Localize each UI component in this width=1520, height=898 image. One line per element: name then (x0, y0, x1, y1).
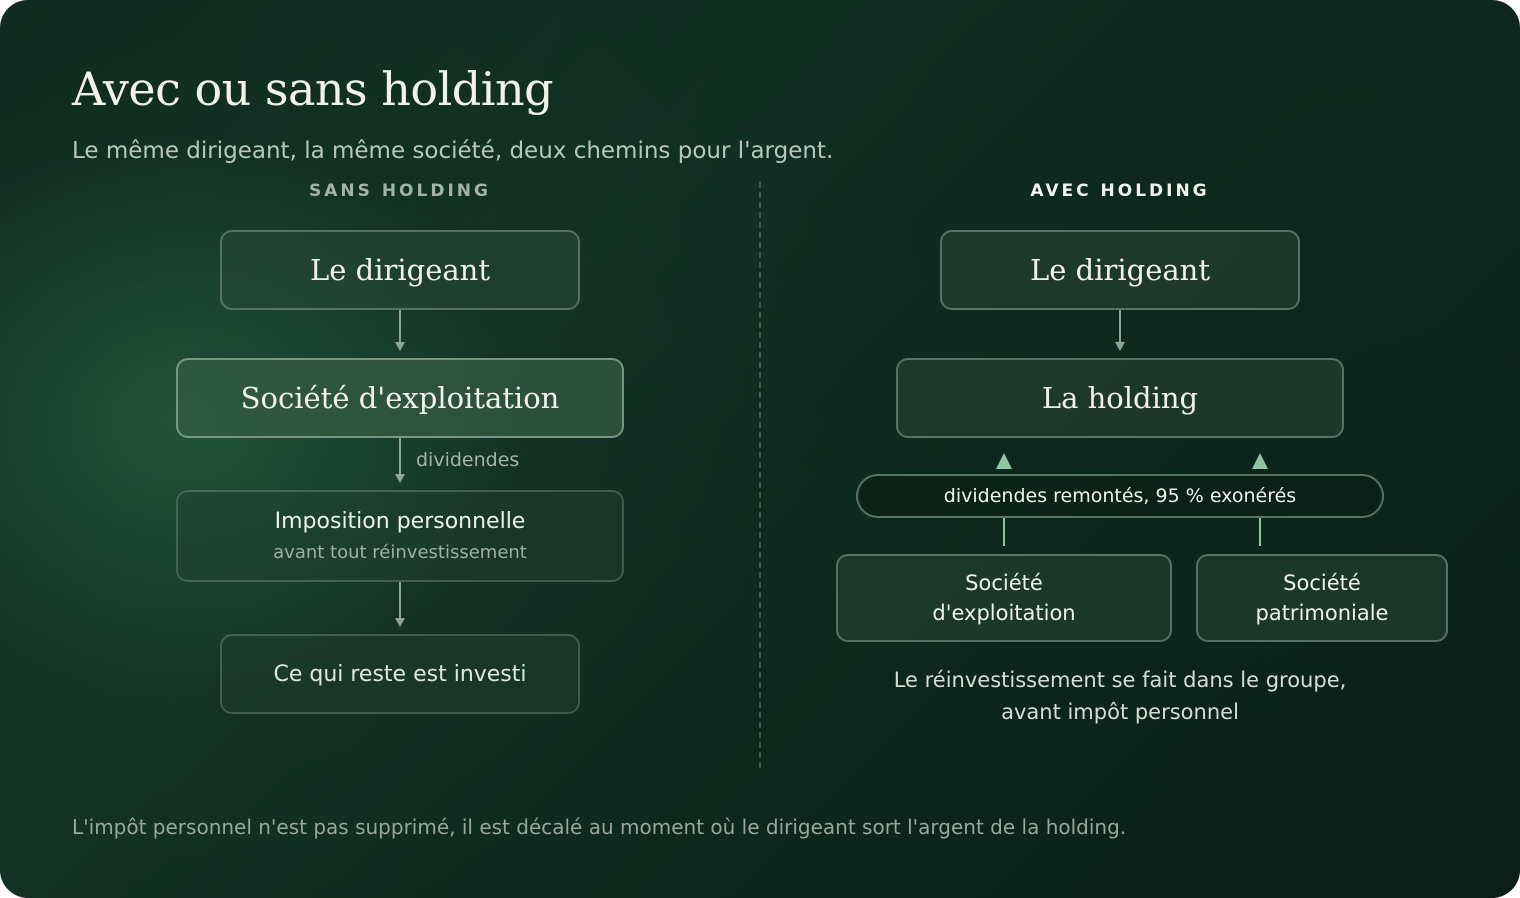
left-arrow-2-head (395, 474, 405, 483)
left-imposition-title: Imposition personnelle (274, 509, 526, 534)
left-arrow-3-head (395, 618, 405, 627)
left-imposition-subtitle: avant tout réinvestissement (273, 542, 527, 563)
right-up-arrow-left-head (996, 453, 1012, 469)
right-societe-exploitation-box (836, 554, 1172, 642)
left-arrow-1-line (399, 310, 401, 346)
right-note-line1: Le réinvestissement se fait dans le groupe, (893, 668, 1347, 692)
dividendes-remontes-pill: dividendes remontés, 95 % exonérés (856, 474, 1384, 518)
right-societe-exploitation-line2: d'exploitation (932, 601, 1076, 625)
right-societe-patrimoniale-line1: Société (1283, 571, 1361, 595)
left-societe-exploitation-label: Société d'exploitation (240, 381, 560, 415)
left-societe-exploitation-box (176, 358, 624, 438)
right-societe-patrimoniale-line2: patrimoniale (1255, 601, 1389, 625)
left-dirigeant-box (220, 230, 580, 310)
column-divider (759, 182, 761, 768)
right-up-arrow-right-head (1252, 453, 1268, 469)
left-arrow-2-line (399, 438, 401, 476)
right-connector-right (1259, 518, 1261, 546)
right-holding-box (896, 358, 1344, 438)
right-arrow-1-line (1119, 310, 1121, 346)
right-connector-left (1003, 518, 1005, 546)
right-note-line2: avant impôt personnel (1001, 700, 1239, 724)
right-reinvestment-note (860, 664, 1380, 728)
page-title: Avec ou sans holding (72, 62, 554, 116)
left-reste-investi-label: Ce qui reste est investi (273, 661, 527, 687)
right-arrow-1-head (1115, 342, 1125, 351)
left-imposition-box (176, 490, 624, 582)
left-dividendes-label: dividendes (416, 449, 520, 471)
right-societe-patrimoniale-box (1196, 554, 1448, 642)
right-dirigeant-label: Le dirigeant (1030, 253, 1210, 287)
page-subtitle: Le même dirigeant, la même société, deux chemins pour l'argent. (72, 138, 834, 164)
left-reste-investi-box (220, 634, 580, 714)
left-arrow-3-line (399, 582, 401, 620)
left-dirigeant-label: Le dirigeant (310, 253, 490, 287)
left-arrow-1-head (395, 342, 405, 351)
right-dirigeant-box (940, 230, 1300, 310)
right-holding-label: La holding (1041, 381, 1199, 415)
footer-note: L'impôt personnel n'est pas supprimé, il est décalé au moment où le dirigeant sort l'argent de la holding. (72, 815, 1127, 839)
left-column-heading: SANS HOLDING (309, 181, 491, 201)
right-societe-exploitation-line1: Société (965, 571, 1043, 595)
right-column-heading: AVEC HOLDING (1030, 181, 1210, 201)
